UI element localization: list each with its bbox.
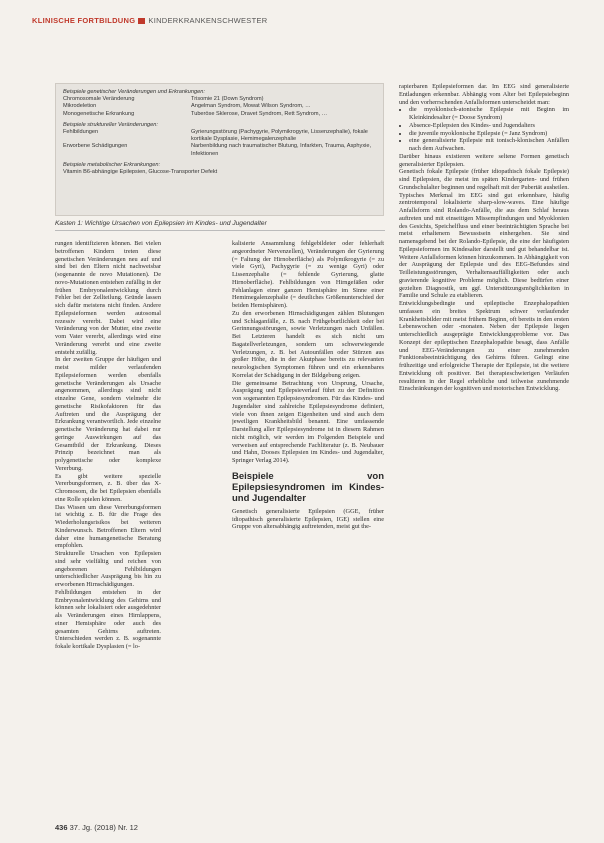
issue-info: 37. Jg. (2018) Nr. 12: [69, 823, 138, 832]
list-item: • die juvenile myoklonische Epilepsie (= Janz Syndrom): [409, 130, 569, 138]
box-row-label: Fehlbildungen: [63, 129, 99, 136]
paragraph: Entwicklungsbedingte und epileptische Enzephalopathien umfassen ein breites Spektrum schwer verlaufender Krankheitsbilder mit meist frühem Beginn, oft bereits in den ersten Lebenswochen oder -monaten. Neben der Epilepsie liegen unterschiedlich ausgeprägte Entwicklungsprobleme vor. Das Konzept der epileptischen Enzephalopathie besagt, dass Anfälle und EEG-Veränderungen zu einer zunehmenden Funktionsbeeinträchtigung des Gehirns führen. Gelingt eine frühzeitige und erfolgreiche Therapie der Epilepsie, ist die weitere Entwicklung oft positiver. Bei therapieschwierigen Verläufen resultieren in der Regel erhebliche und teilweise zunehmende Einschränkungen der kognitiven und motorischen Entwicklung.: [399, 300, 569, 393]
box-row: [63, 96, 376, 103]
paragraph: Fehlbildungen entstehen in der Embryonalentwicklung des Gehirns und können sehr lokalisiert oder ausgedehnter als Veränderungen eines Hirnlappens, einer Hemisphäre oder auch des gesamten Gehirns auftreten. Unterschieden werden z. B. sogenannte fokale kortikale Dysplasien (= lo-: [55, 588, 161, 650]
box-row-value: Trisomie 21 (Down Syndrom): [191, 96, 264, 103]
paragraph: Strukturelle Ursachen von Epilepsien sind sehr vielfältig und reichen von angeborenen Fehlbildungen unterschiedlicher Ausprägung bis hin zu erworbenen Hirnschädigungen.: [55, 550, 161, 588]
section-heading: Beispiele von Epilepsiesyndromen im Kindes- und Jugendalter: [232, 470, 384, 504]
page-footer: [55, 823, 138, 832]
box-row-value: Narbenbildung nach traumatischer Blutung, Infarkten, Trauma, Asphyxie, Infektionen: [191, 143, 372, 157]
text-column-2: [232, 240, 384, 830]
box-metabolic-text: Vitamin B6-abhängige Epilepsien, Glucose-Transporter Defekt: [63, 169, 218, 176]
box-genetic-heading: Beispiele genetischer Veränderungen und Erkrankungen:: [63, 89, 205, 95]
paragraph: Die gemeinsame Betrachtung von Ursprung, Ursache, Ausprägung und Epilepsieverlauf führt zu der Definition von sogenannten Epilepsiesyndromen. Für das Kindes- und Jugendalter sind zahlreiche Epilepsiesyndrome definiert, viele von ihnen zeigen Eigenheiten und sind auch dem jeweiligen Krankheitsbild benannt. Eine umfassende Darstellung aller Epilepsiesyndrome ist in diesem Rahmen nicht möglich, wir werden im Folgenden Beispiele und verweisen auf entsprechende Fachliteratur (z. B. Neubauer und Hahn, Dooses Epilepsien im Kindes- und Jugendalter, Springer Verlag 2014).: [232, 379, 384, 464]
paragraph: Genetisch fokale Epilepsie (früher idiopathisch fokale Epilepsie) sind Epilepsien, die meist im späten Kindergarten- und frühen Grundschulalter beginnen und regelhaft mit der Pubertät ausheilen. Typisches Merkmal im EEG sind gut erkennbare, häufig zentrotemporal lokalisierte sharp-slow-waves. Eine häufige Anfallsform sind Rolando-Anfälle, die aus dem Schlaf heraus auftreten und mit einseitigen Missempfindungen und Myoklonien des Gesichts, Speichelfluss und einer beeinträchtigten Sprache bei meist erhaltenem Bewusstsein einhergehen. Sie sind namensgebend bei der Rolando-Epilepsie, die eine der häufigsten Epilepsieformen im Kindesalter darstellt und gut behandelbar ist. Weitere Anfallsformen können hinzukommen. In Abhängigkeit von der Ausprägung der Epilepsie und des EEG-Befundes sind Teilleistungsstörungen, Verhaltensauffälligkeiten oder auch gravierende kognitive Probleme möglich. Diese bedürfen einer gezielten Diagnostik, um ggf. Unterstützungsmöglichkeiten in Familie und Schule zu etablieren.: [399, 168, 569, 300]
box-caption: Kasten 1: Wichtige Ursachen von Epilepsien im Kindes- und Jugendalter: [55, 220, 385, 231]
box-row-label: Chromosomale Veränderung: [63, 96, 135, 103]
paragraph: rapierbaren Epilepsieformen dar. Im EEG sind generalisierte Entladungen erkennbar. Abhängig vom Alter bei Epilepsiebeginn und den vorherrschenden Anfallsformen unterscheidet man:: [399, 83, 569, 106]
header-square-icon: [138, 18, 145, 24]
paragraph: Es gibt weitere spezielle Vererbungsformen, z. B. über das X-Chromosom, die bei Epilepsien ebenfalls eine Rolle spielen können.: [55, 472, 161, 503]
info-box: [55, 83, 384, 216]
paragraph: Zu den erworbenen Hirnschädigungen zählen Blutungen und Schlaganfälle, z. B. nach Frühgeburtlichkeit oder bei Gerinnungsstörungen, sowie Verletzungen nach Unfällen. Bei Letzteren handelt es sich nicht um Bagatellverletzungen, sondern um schwerwiegende Verletzungen, z. B. bei Autounfällen oder Stürzen aus großer Höhe, die in der Akutphase bereits zu relevanten neurologischen Symptomen führen und ein erkennbares Korrelat der Schädigung in der Bildgebung zeigen.: [232, 309, 384, 379]
box-row: [63, 129, 376, 143]
box-row-label: Erworbene Schädigungen: [63, 143, 128, 150]
paragraph: In der zweiten Gruppe der häufigen und meist milder verlaufenden Epilepsieformen werden ebenfalls genetische Veränderungen als Ursache angenommen, allerdings sind nicht einzelne Gene, sondern vielmehr die genetische Risikofaktoren für das Auftreten und die Ausprägung der Erkrankung verantwortlich. Jede einzelne genetische Veränderung hat dabei nur geringe Auswirkungen auf das Gesamtbild der Erkrankung. Dieses Prinzip bezeichnet man als polygenetische oder komplexe Vererbung.: [55, 356, 161, 472]
header-section: KLINISCHE FORTBILDUNG: [32, 16, 136, 25]
list-item: • eine generalisierte Epilepsie mit tonisch-klonischen Anfällen nach dem Aufwachen.: [409, 137, 569, 153]
paragraph: rungen identifizieren können. Bei vielen betroffenen Kindern treten diese genetischen Veränderungen neu auf und sind bei den Eltern nicht nachweisbar (sogenannte de novo Mutationen). De novo-Mutationen entstehen zufällig in der frühen Embryonalentwicklung durch Fehler bei der Zellteilung. Gründe lassen sich dafür meistens nicht finden. Andere Epilepsieformen werden autosomal rezessiv vererbt. Dabei wird eine Veränderung von der Mutter, eine zweite vom Vater vererbt, allerdings wird eine Veränderung vererbt und eine zweite entsteht zufällig.: [55, 240, 161, 356]
text-column-1: [55, 240, 161, 830]
box-structural-heading: Beispiele struktureller Veränderungen:: [63, 121, 158, 128]
box-row-label: Mikrodeletion: [63, 103, 97, 110]
paragraph: Darüber hinaus existieren weitere seltene Formen genetisch generalisierter Epilepsien.: [399, 152, 569, 168]
box-row-value: Tuberöse Sklerose, Dravet Syndrom, Rett Syndrom, …: [191, 110, 328, 117]
box-row: [63, 111, 376, 118]
header-journal: KINDERKRANKENSCHWESTER: [148, 16, 268, 25]
paragraph: Genetisch generalisierte Epilepsien (GGE, früher idiopathisch generalisierte Epilepsien, IGE) stellen eine Gruppe von altersabhängig auftretenden, meist gut the-: [232, 507, 384, 531]
running-header: [32, 16, 268, 25]
paragraph: kalisierte Ansammlung fehlgebildeter oder fehlerhaft angeordneter Nervenzellen), Veränderungen der Gyrierung (= Faltung der Hirnoberfläche) als Polymikrogyrie (= zu viele Gyri), Pachygyrie (= zu wenige Gyri) oder Lissenzephalie (= fehlende Gyrierung, glatte Hirnoberfläche). Fehlbildungen von Hirngefäßen oder Fehlanlagen einer ganzen Hemisphäre im Sinne einer Hemimegalenzephalie (= deutliches Größenunterschied der beiden Hemisphären).: [232, 240, 384, 309]
page-number: 436: [55, 823, 68, 832]
box-row-value: Angelman Syndrom, Mowat Wilson Syndrom, …: [191, 103, 311, 110]
box-row: [63, 143, 376, 157]
box-row-value: Gyrierungsstörung (Pachygyrie, Polymikrogyrie, Lissenzephalie), fokale kortikale Dysplasie, Hemimegalenzephalie: [191, 129, 368, 143]
box-row-label: Monogenetische Erkrankung: [63, 110, 135, 117]
list-item: • die myoklonisch-atonische Epilepsie mit Beginn im Kleinkindesalter (= Doose Syndrom): [409, 106, 569, 122]
list-item: • Absence-Epilepsien des Kindes- und Jugendalters: [409, 122, 569, 130]
box-row: [63, 103, 376, 110]
box-metabolic-heading: Beispiele metabolischer Erkrankungen:: [63, 161, 161, 168]
syndrome-list: [399, 106, 569, 153]
paragraph: Das Wissen um diese Vererbungsformen ist wichtig z. B. für die Frage des Wiederholungsrisikos bei weiteren Kinderwunsch. Betroffenen Eltern wird daher eine humangenetische Beratung empfohlen.: [55, 503, 161, 550]
text-column-3: [399, 83, 569, 833]
